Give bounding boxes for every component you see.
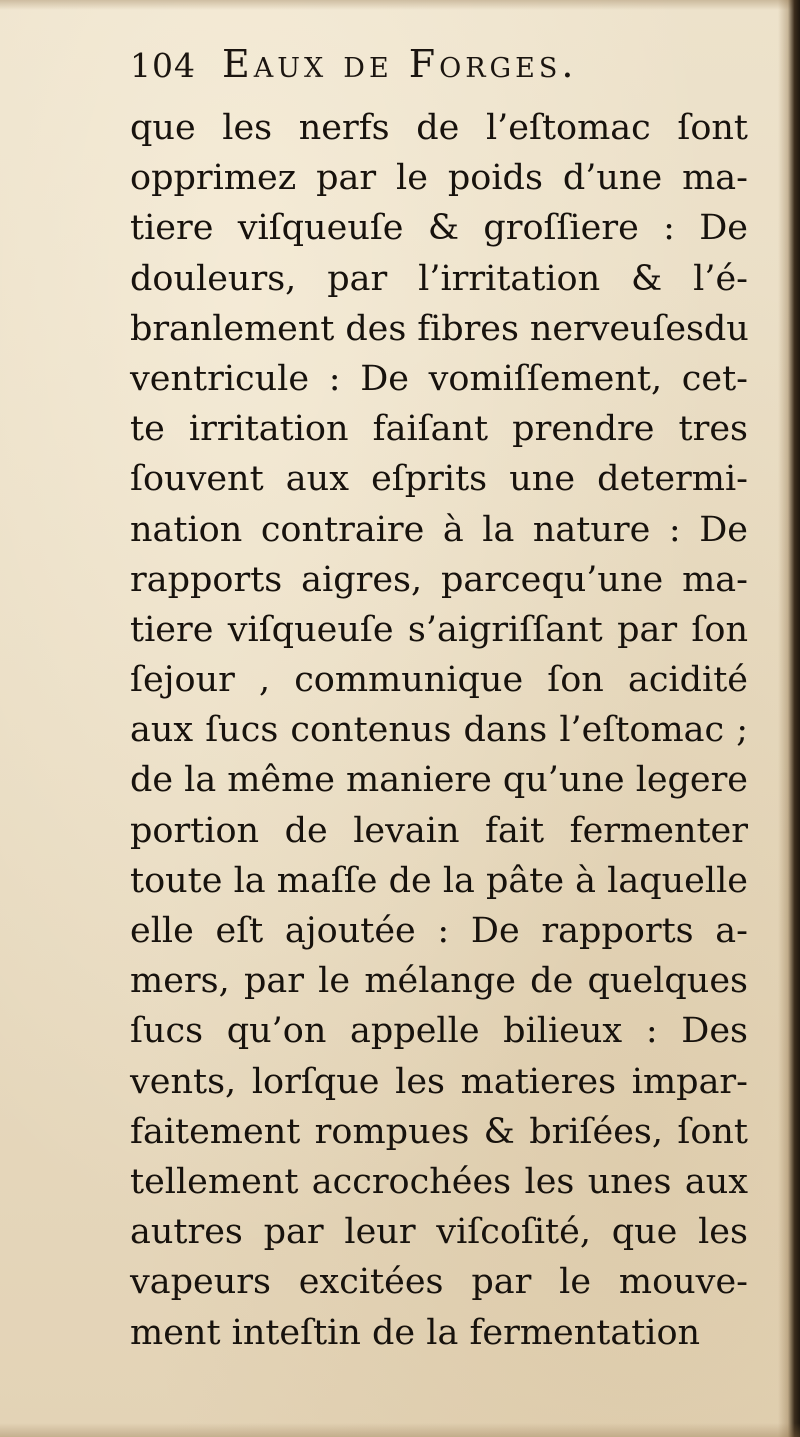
text-line: toute la maſſe de la pâte à laquelle [130,860,748,901]
text-line: portion de levain fait fermenter [130,810,748,851]
text-line: tellement accrochées les unes aux [130,1161,748,1202]
page-top-edge [0,0,800,10]
text-line: douleurs, par l’irritation & l’é- [130,258,748,299]
text-line: opprimez par le poids d’une ma- [130,158,748,199]
text-line: autres par leur viſcoſité, que les [130,1212,748,1253]
page-right-edge-shadow [778,0,800,1437]
text-line: te irritation faiſant prendre tres [130,409,748,450]
text-line: elle eſt ajoutée : De rapports a- [130,911,748,951]
body-text [130,103,748,1358]
text-line: mers, par le mélange de quelques [130,961,748,1002]
text-line: de la même maniere qu’une legere [130,760,748,801]
page-bottom-edge [0,1423,800,1437]
text-line: ventricule : De vomiſſement, cet- [130,358,748,399]
text-line: ſouvent aux eſprits une determi- [130,459,748,500]
text-line: nation contraire à la nature : De [130,509,748,550]
text-line: rapports aigres, parcequ’une ma- [130,559,748,600]
text-line: aux ſucs contenus dans l’eſtomac ; [130,710,748,751]
text-line: vents, lorſque les matieres impar- [130,1061,748,1102]
text-line: vapeurs excitées par le mouve- [130,1262,748,1303]
text-line: tiere viſqueuſe s’aigriſſant par ſon [130,609,748,650]
running-title: Eaux de Forges. [222,42,578,86]
page-header [130,42,750,98]
text-line: faitement rompues & briſées, ſont [130,1111,748,1152]
text-line: ment inteſtin de la fermentation [130,1312,701,1353]
text-line: ſucs qu’on appelle bilieux : Des [130,1011,748,1052]
text-line: branlement des fibres nerveuſesdu [130,308,749,349]
page-number: 104 [130,46,196,85]
text-line: tiere viſqueuſe & groſſiere : De [130,208,748,249]
text-line: que les nerfs de l’eſtomac ſont [130,108,748,148]
text-line: ſejour , communique ſon acidité [130,660,748,701]
